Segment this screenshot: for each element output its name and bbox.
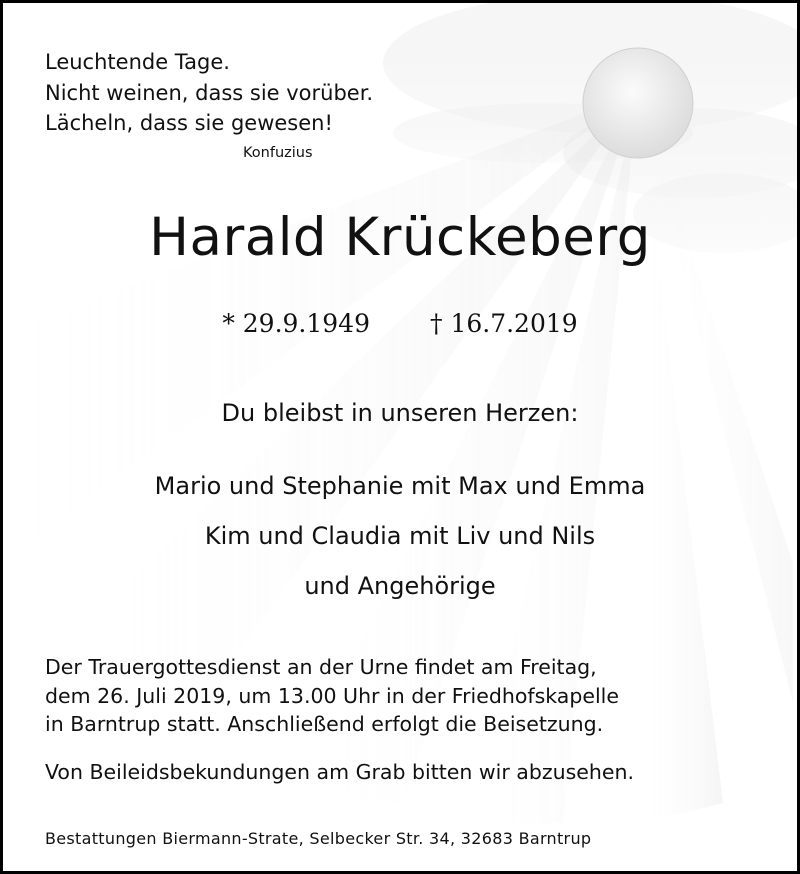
mourning-intro: Du bleibst in unseren Herzen:	[221, 399, 579, 427]
mourner-line: Mario und Stephanie mit Max und Emma	[154, 472, 646, 500]
mourner-line: Kim und Claudia mit Liv und Nils	[204, 522, 596, 550]
mourner-line: und Angehörige	[304, 572, 496, 600]
quote-line: Leuchtende Tage.	[45, 50, 230, 74]
quote-line: Nicht weinen, dass sie vorüber.	[45, 80, 374, 105]
service-line: dem 26. Juli 2019, um 13.00 Uhr in der Friedhofskapelle	[45, 683, 619, 708]
life-dates	[3, 309, 797, 338]
death-date: † 16.7.2019	[430, 309, 578, 338]
quote-line: Lächeln, dass sie gewesen!	[45, 111, 333, 135]
birth-date: * 29.9.1949	[222, 309, 370, 338]
quote-author: Konfuzius	[243, 145, 313, 161]
undertaker-address: Bestattungen Biermann-Strate, Selbecker Str. 34, 32683 Barntrup	[45, 829, 592, 848]
quote	[45, 47, 373, 139]
sun-icon	[583, 48, 693, 158]
service-line: Der Trauergottesdienst an der Urne findet am Freitag,	[45, 655, 597, 679]
deceased-name: Harald Krückeberg	[149, 207, 651, 268]
mourners-list	[3, 461, 797, 611]
condolence-note: Von Beileidsbekundungen am Grab bitten wir abzusehen.	[45, 760, 635, 784]
service-line: in Barntrup statt. Anschließend erfolgt die Beisetzung.	[45, 712, 604, 736]
service-info	[45, 653, 619, 739]
